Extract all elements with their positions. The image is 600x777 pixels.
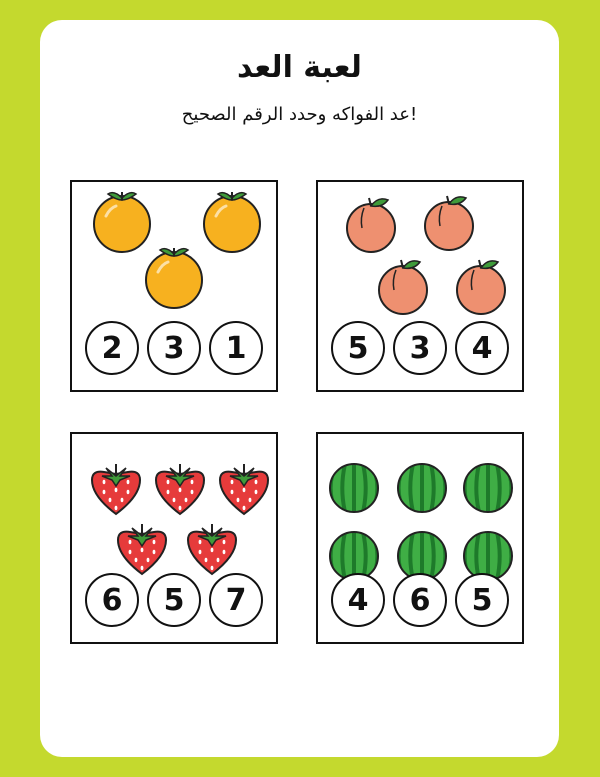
option-button[interactable]: 4 — [455, 321, 509, 375]
option-button[interactable]: 6 — [393, 573, 447, 627]
orange-icon — [202, 190, 264, 254]
peach-icon — [454, 258, 508, 314]
instruction-text: !عد الفواكه وحدد الرقم الصحيح — [181, 104, 418, 125]
option-button[interactable]: 2 — [85, 321, 139, 375]
panel-oranges — [70, 180, 278, 392]
option-button[interactable]: 5 — [455, 573, 509, 627]
panel-strawberries — [70, 432, 278, 644]
page-title: لعبة العد — [237, 50, 362, 85]
strawberry-icon — [152, 466, 208, 516]
option-button[interactable]: 6 — [85, 573, 139, 627]
answer-options — [72, 573, 276, 627]
answer-options — [318, 573, 522, 627]
option-button[interactable]: 5 — [331, 321, 385, 375]
fruit-area-peaches — [318, 182, 522, 332]
watermelon-icon — [398, 462, 448, 514]
option-button[interactable]: 7 — [209, 573, 263, 627]
answer-options — [318, 321, 522, 375]
fruit-area-oranges — [72, 182, 276, 332]
panel-peaches — [316, 180, 524, 392]
answer-options — [72, 321, 276, 375]
strawberry-icon — [184, 526, 240, 576]
strawberry-icon — [216, 466, 272, 516]
peach-icon — [376, 258, 430, 314]
strawberry-icon — [88, 466, 144, 516]
fruit-area-strawberries — [72, 434, 276, 584]
option-button[interactable]: 5 — [147, 573, 201, 627]
peach-icon — [344, 196, 398, 252]
fruit-area-watermelons — [318, 434, 522, 584]
watermelon-icon — [464, 462, 514, 514]
option-button[interactable]: 3 — [393, 321, 447, 375]
strawberry-icon — [114, 526, 170, 576]
panel-watermelons — [316, 432, 524, 644]
watermelon-icon — [330, 462, 380, 514]
worksheet-card — [40, 20, 559, 757]
option-button[interactable]: 3 — [147, 321, 201, 375]
orange-icon — [92, 190, 154, 254]
option-button[interactable]: 1 — [209, 321, 263, 375]
peach-icon — [422, 194, 476, 250]
option-button[interactable]: 4 — [331, 573, 385, 627]
orange-icon — [144, 246, 206, 310]
